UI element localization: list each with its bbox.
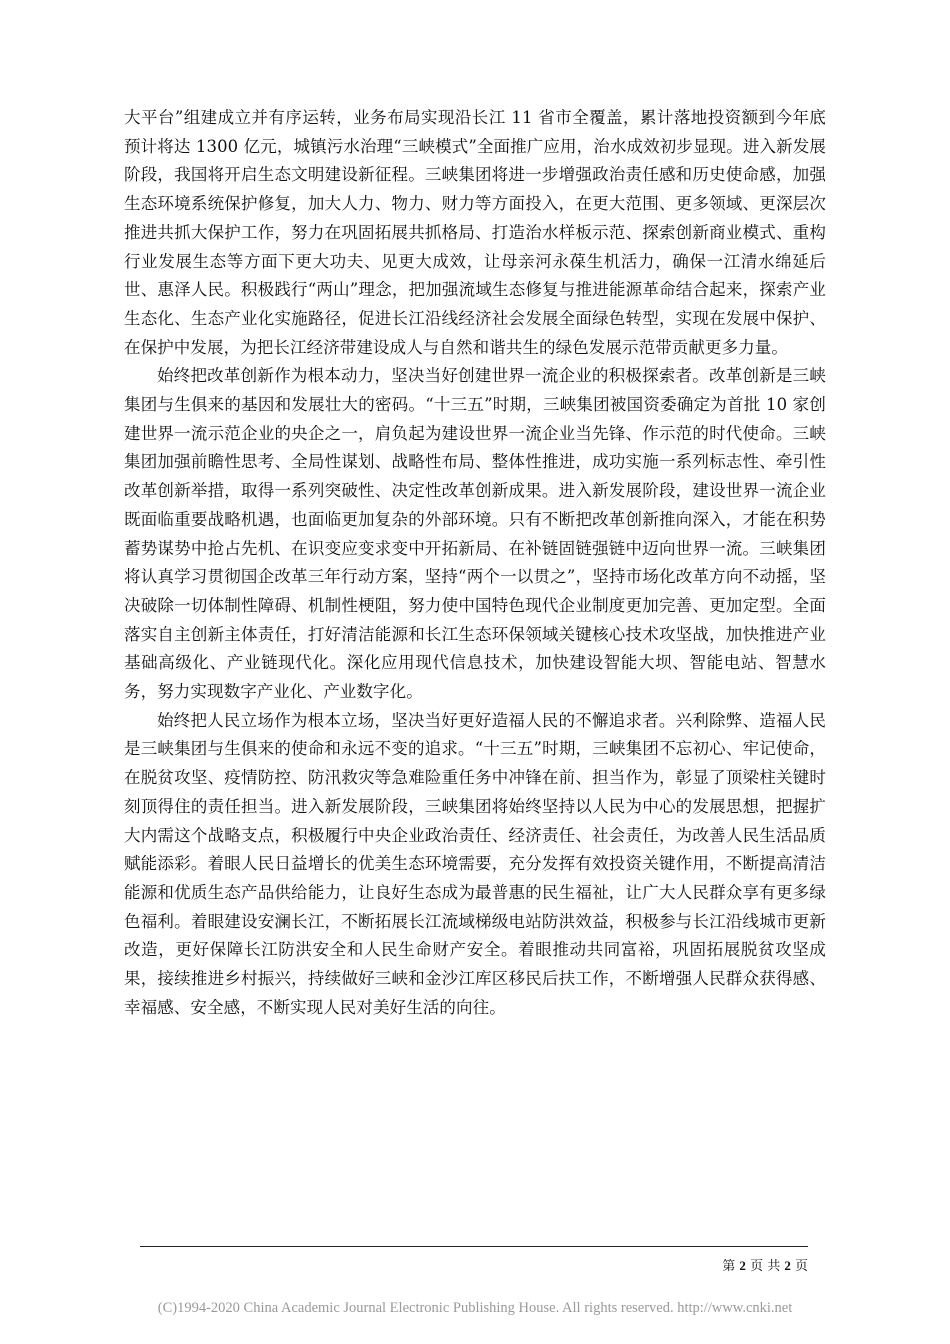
page-number	[700, 1255, 808, 1274]
copyright-notice: (C)1994-2020 China Academic Journal Electronic Publishing House. All rights reserved. http://www.cnki.net	[157, 1300, 793, 1316]
page-prefix: 第	[722, 1259, 736, 1274]
page-current: 2	[739, 1258, 746, 1273]
footer-divider	[140, 1246, 808, 1247]
page-suffix: 页	[794, 1259, 808, 1274]
paragraph-reform-innovation: 始终把改革创新作为根本动力，坚决当好创建世界一流企业的积极探索者。改革创新是三峡集团与生俱来的基因和发展壮大的密码。“十三五”时期，三峡集团被国资委确定为首批 10 家创建世界一流示范企业的央企之一，肩负起为建设世界一流企业当先锋、作示范的时代使命。三峡集团加强前瞻性思考、全局性谋划、战略性布局、整体性推进，成功实施一系列标志性、牵引性改革创新举措，取得一系列突破性、决定性改革创新成果。进入新发展阶段，建设世界一流企业既面临重要战略机遇，也面临更加复杂的外部环境。只有不断把改革创新推向深入，才能在积势蓄势谋势中抢占先机、在识变应变求变中开拓新局、在补链固链强链中迈向世界一流。三峡集团将认真学习贯彻国企改革三年行动方案，坚持“两个一以贯之”，坚持市场化改革方向不动摇，坚决破除一切体制性障碍、机制性梗阻，努力使中国特色现代企业制度更加完善、更加定型。全面落实自主创新主体责任，打好清洁能源和长江生态环保领域关键核心技术攻坚战，加快推进产业基础高级化、产业链现代化。深化应用现代信息技术，加快建设智能大坝、智能电站、智慧水务，努力实现数字产业化、产业数字化。	[124, 366, 826, 702]
article-body	[124, 104, 826, 1023]
page-middle: 页 共	[750, 1259, 781, 1274]
paragraph-people-stance: 始终把人民立场作为根本立场，坚决当好更好造福人民的不懈追求者。兴利除弊、造福人民是三峡集团与生俱来的使命和永远不变的追求。“十三五”时期，三峡集团不忘初心、牢记使命，在脱贫攻坚、疫情防控、防汛救灾等急难险重任务中冲锋在前、担当作为，彰显了顶梁柱关键时刻顶得住的责任担当。进入新发展阶段，三峡集团将始终坚持以人民为中心的发展思想，把握扩大内需这个战略支点，积极履行中央企业政治责任、经济责任、社会责任，为改善人民生活品质赋能添彩。着眼人民日益增长的优美生态环境需要，充分发挥有效投资关键作用，不断提高清洁能源和优质生态产品供给能力，让良好生态成为最普惠的民生福祉，让广大人民群众享有更多绿色福利。着眼建设安澜长江，不断拓展长江流域梯级电站防洪效益，积极参与长江沿线城市更新改造，更好保障长江防洪安全和人民生命财产安全。着眼推动共同富裕，巩固拓展脱贫攻坚成果，接续推进乡村振兴，持续做好三峡和金沙江库区移民后扶工作，不断增强人民群众获得感、幸福感、安全感，不断实现人民对美好生活的向往。	[124, 710, 826, 1017]
page-total: 2	[784, 1258, 791, 1273]
paragraph-continuation: 大平台”组建成立并有序运转，业务布局实现沿长江 11 省市全覆盖，累计落地投资额到今年底预计将达 1300 亿元，城镇污水治理“三峡模式”全面推广应用，治水成效初步显现。进入新发展阶段，我国将开启生态文明建设新征程。三峡集团将进一步增强政治责任感和历史使命感，加强生态环境系统保护修复，加大人力、物力、财力等方面投入，在更大范围、更多领域、更深层次推进共抓大保护工作，努力在巩固拓展共抓格局、打造治水样板示范、探索创新商业模式、重构行业发展生态等方面下更大功夫、见更大成效，让母亲河永葆生机活力，确保一江清水绵延后世、惠泽人民。积极践行“两山”理念，把加强流域生态修复与推进能源革命结合起来，探索产业生态化、生态产业化实施路径，促进长江沿线经济社会发展全面绿色转型，实现在发展中保护、在保护中发展，为把长江经济带建设成人与自然和谐共生的绿色发展示范带贡献更多力量。	[124, 108, 826, 357]
